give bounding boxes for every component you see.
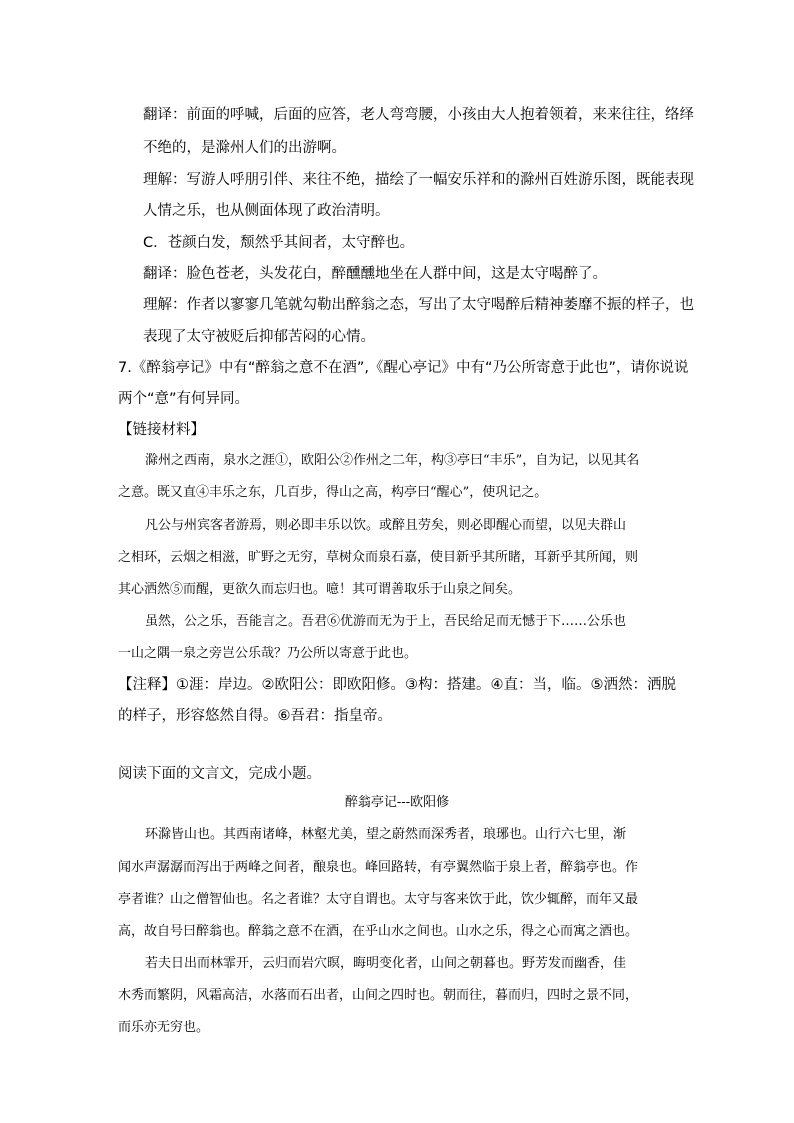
essay-title: 醉翁亭记---欧阳修: [344, 795, 450, 810]
notes-line-1: 【注释】①涯：岸边。②欧阳公：即欧阳修。③构：搭建。④直：当，临。⑤洒然：洒脱: [118, 677, 676, 693]
b-understanding-line-2: 人情之乐，也从侧面体现了政治清明。: [143, 203, 390, 219]
c-understanding-line-2: 表现了太守被贬后抑郁苦闷的心情。: [143, 329, 375, 345]
link-material-p1-line-2: 之意。既又直④丰乐之东，几百步，得山之高，构亭曰“醒心”，使巩记之。: [118, 485, 548, 500]
reading-instruction: 阅读下面的文言文，完成小题。: [118, 766, 321, 782]
notes-line-2: 的样子，形容悠然自得。⑥吾君：指皇帝。: [118, 708, 392, 724]
link-material-heading: 【链接材料】: [118, 422, 205, 438]
c-item: C．苍颜白发，颓然乎其间者，太守醉也。: [143, 235, 415, 251]
question-7-line-1: 7.《醉翁亭记》中有“醉翁之意不在酒”,《醒心亭记》中有“乃公所寄意于此也”，请你说说: [118, 360, 689, 376]
c-translation: 翻译：脸色苍老，头发花白，醉醺醺地坐在人群中间，这是太守喝醉了。: [143, 266, 607, 282]
essay-p2-line-2: 木秀而繁阴，风霜高洁，水落而石出者，山间之四时也。朝而往，暮而归，四时之景不同，: [118, 988, 639, 1003]
link-material-p1-line-1: 滁州之西南，泉水之涯①，欧阳公②作州之二年，构③亭曰“丰乐”，自为记，以见其名: [145, 453, 640, 468]
link-material-p2-line-2: 之相环，云烟之相滋，旷野之无穷，草树众而泉石嘉，使目新乎其所睹，耳新乎其所闻，则: [118, 550, 639, 565]
essay-p2-line-3: 而乐亦无穷也。: [118, 1020, 210, 1035]
essay-p1-line-3: 亭者谁？山之僧智仙也。名之者谁？太守自谓也。太守与客来饮于此，饮少辄醉，而年又最: [118, 892, 639, 907]
c-understanding-line-1: 理解：作者以寥寥几笔就勾勒出醉翁之态，写出了太守喝醉后精神萎靡不振的样子，也: [143, 297, 694, 313]
link-material-p3-line-1: 虽然，公之乐，吾能言之。吾君⑥优游而无为于上，吾民给足而无憾于下……公乐也: [145, 614, 627, 629]
essay-p1-line-4: 高，故自号曰醉翁也。醉翁之意不在酒，在乎山水之间也。山水之乐，得之心而寓之酒也。: [118, 924, 639, 939]
link-material-p3-line-2: 一山之隅一泉之旁岂公乐哉？乃公所以寄意于此也。: [118, 646, 418, 661]
essay-p1-line-1: 环滁皆山也。其西南诸峰，林壑尤美，望之蔚然而深秀者，琅琊也。山行六七里，渐: [145, 827, 627, 842]
b-translation-line-2: 不绝的，是滁州人们的出游啊。: [143, 140, 346, 156]
question-7-line-2: 两个“意”有何异同。: [118, 391, 250, 407]
b-understanding-line-1: 理解：写游人呼朋引伴、来往不绝，描绘了一幅安乐祥和的滁州百姓游乐图，既能表现: [143, 172, 694, 188]
link-material-p2-line-3: 其心洒然⑤而醒，更欲久而忘归也。噫！其可谓善取乐于山泉之间矣。: [118, 582, 522, 597]
essay-p2-line-1: 若夫日出而林霏开，云归而岩穴暝，晦明变化者，山间之朝暮也。野芳发而幽香，佳: [145, 956, 627, 971]
link-material-p2-line-1: 凡公与州宾客者游焉，则必即丰乐以饮。或醉且劳矣，则必即醒心而望，以见夫群山: [145, 518, 627, 533]
essay-p1-line-2: 闻水声潺潺而泻出于两峰之间者，酿泉也。峰回路转，有亭翼然临于泉上者，醉翁亭也。作: [118, 860, 639, 875]
b-translation-line-1: 翻译：前面的呼喊，后面的应答，老人弯弯腰，小孩由大人抱着领着，来来往往，络绎: [143, 107, 694, 123]
